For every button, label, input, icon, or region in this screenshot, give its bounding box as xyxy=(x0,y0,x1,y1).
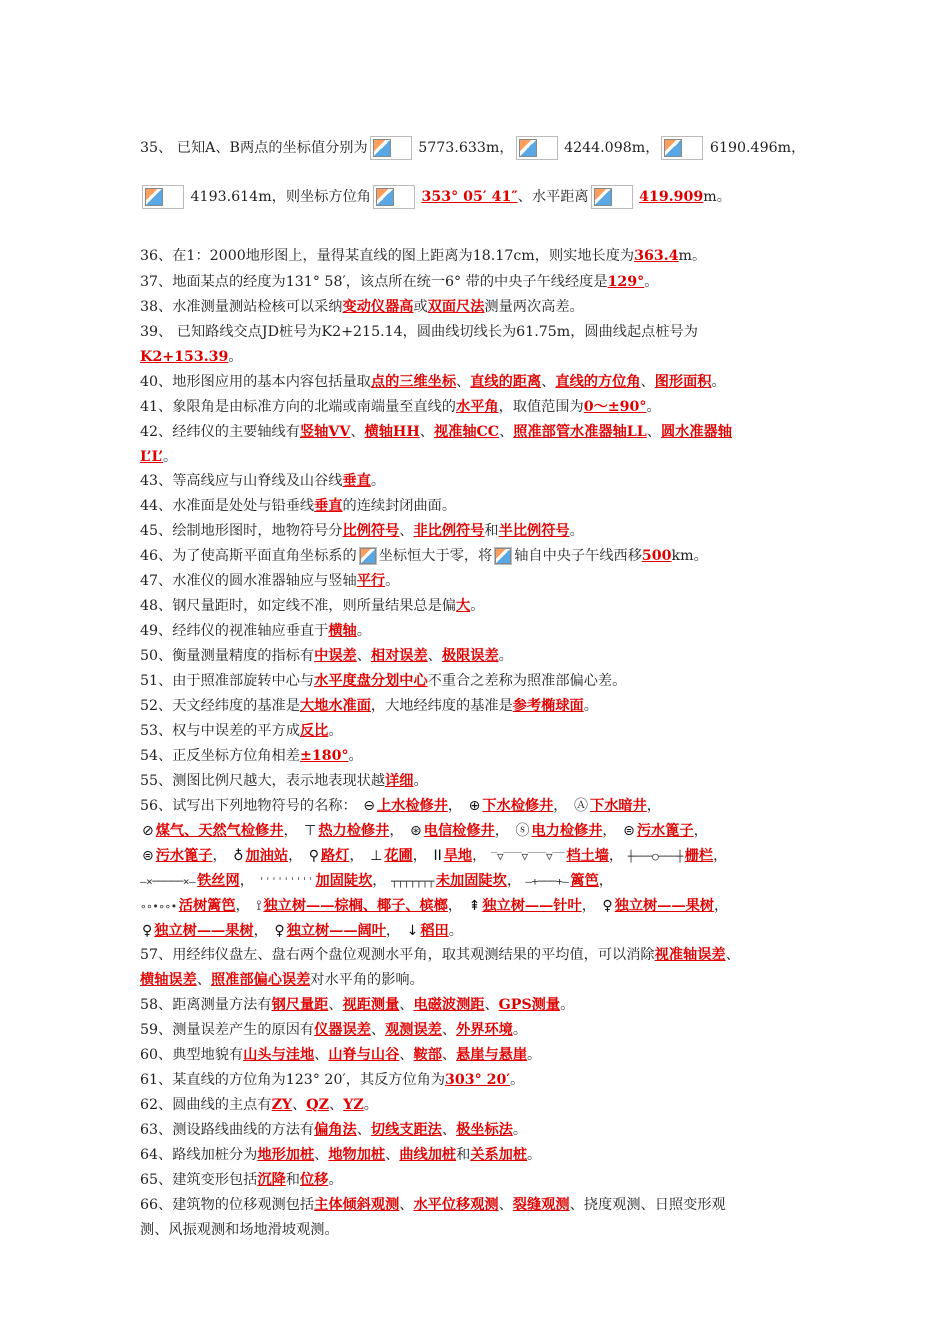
answer: 303° 20′ xyxy=(445,1072,511,1088)
formula-image-icon xyxy=(591,185,633,209)
answer: 129° xyxy=(607,274,645,290)
formula-image-icon xyxy=(370,136,412,160)
gas-station-icon: ♁ xyxy=(233,848,244,864)
answer: 电力检修井 xyxy=(531,823,603,839)
question-47: 47、水准仪的圆水准器轴应与竖轴平行。 xyxy=(140,573,400,589)
fruit-tree-icon: ♀ xyxy=(142,923,153,939)
question-66-line1: 66、建筑物的位移观测包括主体倾斜观测、水平位移观测、裂缝观测、挠度观测、日照变形观 xyxy=(140,1197,726,1213)
answer: 下水暗井 xyxy=(590,798,647,814)
question-46: 46、为了使高斯平面直角坐标系的 坐标恒大于零，将 轴自中央子午线西移500km。 xyxy=(140,548,708,564)
answer: 直线的方位角 xyxy=(555,374,641,390)
question-40: 40、地形图应用的基本内容包括量取点的三维坐标、直线的距离、直线的方位角、图形面积。 xyxy=(140,374,726,390)
answer: 位移 xyxy=(299,1172,329,1188)
answer: 363.4 xyxy=(634,248,679,264)
answer: 污水篦子 xyxy=(155,848,213,864)
answer: 鞍部 xyxy=(413,1047,442,1063)
conifer-tree-icon: ⇞ xyxy=(468,898,481,914)
answer: 独立树——针叶 xyxy=(482,898,582,914)
formula-image-icon xyxy=(359,547,377,565)
answer: 观测误差 xyxy=(385,1022,442,1038)
answer: 铁丝网 xyxy=(197,873,240,889)
answer: 水平位移观测 xyxy=(413,1197,499,1213)
answer: 独立树——阔叶 xyxy=(286,923,386,939)
question-56-row4: –×─────×– 铁丝网， ˈˈˈˈˈˈˈˈˈ 加固陡坎， ┬┬┬┬┬┬┬ 未加固陡坎， –+───+– 篱笆， xyxy=(140,871,613,892)
question-52: 52、天文经纬度的基准是大地水准面，大地经纬度的基准是参考椭球面。 xyxy=(140,698,598,714)
answer: 未加固陡坎 xyxy=(435,873,507,889)
question-35-line2: 4193.614m，则坐标方位角 353° 05′ 41″、水平距离 419.909m。 xyxy=(140,185,731,209)
question-54: 54、正反坐标方位角相差±180°。 xyxy=(140,748,363,764)
answer: 500 xyxy=(641,548,672,564)
answer: 相对误差 xyxy=(370,648,428,664)
question-36: 36、在1：2000地形图上，量得某直线的图上距离为18.17cm，则实地长度为363.4m。 xyxy=(140,248,707,264)
formula-image-icon xyxy=(142,185,184,209)
question-37: 37、地面某点的经度为131° 58′，该点所在统一6° 带的中央子午线经度是129°。 xyxy=(140,274,659,290)
answer: 横轴HH xyxy=(364,424,420,440)
sewer-grate-icon: ⊜ xyxy=(142,848,154,864)
answer: 裂缝观测 xyxy=(512,1197,570,1213)
question-61: 61、某直线的方位角为123° 20′，其反方位角为303° 20′。 xyxy=(140,1072,525,1088)
answer: 档土墙 xyxy=(566,848,609,864)
formula-image-icon xyxy=(494,547,512,565)
palm-tree-icon: ⟟ xyxy=(256,898,262,914)
answer: 比例符号 xyxy=(342,523,400,539)
answer: 水平度盘分划中心 xyxy=(314,673,428,689)
question-50: 50、衡量测量精度的指标有中误差、相对误差、极限误差。 xyxy=(140,648,513,664)
answer: 山脊与山谷 xyxy=(328,1047,400,1063)
answer: 栅栏 xyxy=(684,848,714,864)
answer: 视距测量 xyxy=(342,997,400,1013)
answer: 直线的距离 xyxy=(470,374,542,390)
answer: 篱笆 xyxy=(570,873,599,889)
answer: 横轴误差 xyxy=(140,972,197,988)
answer: 关系加桩 xyxy=(470,1147,528,1163)
sewer-grate-icon: ⊜ xyxy=(623,823,635,839)
answer: 半比例符号 xyxy=(498,523,570,539)
question-42-line1: 42、经纬仪的主要轴线有竖轴VV、横轴HH、视准轴CC、照准部管水准器轴LL、圆水准器轴 xyxy=(140,424,732,440)
answer: 旱地 xyxy=(443,848,473,864)
wire-fence-icon: –×─────×– xyxy=(140,875,196,888)
question-59: 59、测量误差产生的原因有仪器误差、观测误差、外界环境。 xyxy=(140,1022,528,1038)
question-44: 44、水准面是处处与铅垂线垂直的连续封闭曲面。 xyxy=(140,498,457,514)
dry-land-icon: ⅠⅠ xyxy=(433,848,442,864)
question-56-row5: ∘∘•∘∘• 活树篱笆， ⟟ 独立树——棕榈、椰子、槟榔， ⇞ 独立树——针叶， ♀ 独立树——果树， xyxy=(140,896,728,917)
railing-icon: ┼───○───┼ xyxy=(627,850,683,863)
question-56-row3: ⊜ 污水篦子， ♁ 加油站， ⚲ 路灯， ⊥ 花圃， ⅠⅠ 旱地， ‾▽‾‾‾▽‾‾‾▽‾‾ 档土墙， ┼───○───┼ 栅栏， xyxy=(140,846,727,867)
answer: 反比 xyxy=(299,723,329,739)
retaining-wall-icon: ‾▽‾‾‾▽‾‾‾▽‾‾ xyxy=(490,850,565,863)
answer: 参考椭球面 xyxy=(512,698,584,714)
question-60: 60、典型地貌有山头与洼地、山脊与山谷、鞍部、悬崖与悬崖。 xyxy=(140,1047,542,1063)
question-49: 49、经纬仪的视准轴应垂直于横轴。 xyxy=(140,623,371,639)
answer: 加固陡坎 xyxy=(315,873,373,889)
answer: K2+153.39 xyxy=(140,349,229,365)
answer: 下水检修井 xyxy=(482,798,554,814)
reinforced-scarp-icon: ˈˈˈˈˈˈˈˈˈ xyxy=(258,875,314,888)
question-58: 58、距离测量方法有钢尺量距、视距测量、电磁波测距、GPS测量。 xyxy=(140,997,575,1013)
live-hedge-icon: ∘∘•∘∘• xyxy=(140,900,177,913)
question-38: 38、水准测量测站检核可以采纳变动仪器高或双面尺法测量两次高差。 xyxy=(140,299,584,315)
answer: 仪器误差 xyxy=(314,1022,371,1038)
question-56-row2: ⊘ 煤气、天然气检修井， ⊤ 热力检修井， ⊛ 电信检修井， ⓢ 电力检修井， ⊜ 污水篦子， xyxy=(142,823,708,839)
unreinforced-scarp-icon: ┬┬┬┬┬┬┬ xyxy=(391,875,434,888)
answer: 中误差 xyxy=(314,648,357,664)
answer: 偏角法 xyxy=(314,1122,357,1138)
answer: 极限误差 xyxy=(441,648,499,664)
question-53: 53、权与中误差的平方成反比。 xyxy=(140,723,343,739)
answer: 路灯 xyxy=(321,848,350,864)
answer: 稻田 xyxy=(420,923,449,939)
broadleaf-tree-icon: ♀ xyxy=(274,923,285,939)
answer: 极坐标法 xyxy=(456,1122,513,1138)
question-56-row6: ♀ 独立树——果树， ♀ 独立树——阔叶， ↓ 稻田。 xyxy=(142,923,463,939)
heat-manhole-icon: ⊤ xyxy=(304,823,317,839)
question-43: 43、等高线应与山脊线及山谷线垂直。 xyxy=(140,473,386,489)
answer: ZY xyxy=(271,1097,293,1113)
answer: 垂直 xyxy=(314,498,343,514)
answer: 平行 xyxy=(356,573,386,589)
answer: L’L’ xyxy=(140,449,164,465)
answer: 大 xyxy=(456,598,471,614)
answer: 外界环境 xyxy=(456,1022,513,1038)
answer: 0～±90° xyxy=(583,399,647,415)
answer: YZ xyxy=(343,1097,364,1113)
answer: 热力检修井 xyxy=(318,823,390,839)
answer: 横轴 xyxy=(328,623,357,639)
answer: 独立树——棕榈、椰子、槟榔 xyxy=(263,898,448,914)
answer: 照准部管水准器轴LL xyxy=(513,424,647,440)
answer: 竖轴VV xyxy=(299,424,351,440)
water-supply-manhole-icon: ⊖ xyxy=(363,798,375,814)
answer: 大地水准面 xyxy=(299,698,371,714)
question-57-line2: 横轴误差、照准部偏心误差对水平角的影响。 xyxy=(140,972,424,988)
question-66-line2: 测、风振观测和场地滑坡观测。 xyxy=(140,1222,339,1238)
answer: 加油站 xyxy=(245,848,289,864)
answer: QZ xyxy=(306,1097,329,1113)
formula-image-icon xyxy=(373,185,415,209)
answer: 水平角 xyxy=(456,399,499,415)
answer: 419.909 xyxy=(639,189,704,205)
gas-manhole-icon: ⊘ xyxy=(142,823,154,839)
question-63: 63、测设路线曲线的方法有偏角法、切线支距法、极坐标法。 xyxy=(140,1122,528,1138)
power-manhole-icon: ⓢ xyxy=(515,823,530,839)
hedge-fence-icon: –+───+– xyxy=(525,875,569,888)
answer: 圆水准器轴 xyxy=(660,424,732,440)
answer: GPS测量 xyxy=(498,997,561,1013)
answer: 地物加桩 xyxy=(328,1147,386,1163)
answer: 变动仪器高 xyxy=(342,299,414,315)
answer: 图形面积 xyxy=(654,374,712,390)
answer: 点的三维坐标 xyxy=(370,374,457,390)
flower-bed-icon: ⊥ xyxy=(370,848,383,864)
answer: 钢尺量距 xyxy=(271,997,329,1013)
formula-image-icon xyxy=(661,136,703,160)
answer: 切线支距法 xyxy=(370,1122,442,1138)
question-51: 51、由于照准部旋转中心与水平度盘分划中心不重合之差称为照准部偏心差。 xyxy=(140,673,627,689)
answer: 视准轴CC xyxy=(433,424,500,440)
paddy-field-icon: ↓ xyxy=(406,923,419,939)
question-35-line1: 35、 已知A、B两点的坐标值分别为 5773.633m， 4244.098m， 6190.496m， xyxy=(140,136,805,160)
answer: 地形加桩 xyxy=(257,1147,315,1163)
answer: 悬崖与悬崖 xyxy=(456,1047,528,1063)
question-41: 41、象限角是由标准方向的北端或南端量至直线的水平角，取值范围为0～±90°。 xyxy=(140,399,661,415)
question-62: 62、圆曲线的主点有ZY、QZ、YZ。 xyxy=(140,1097,378,1113)
answer: 详细 xyxy=(385,773,414,789)
answer: 非比例符号 xyxy=(413,523,485,539)
question-48: 48、钢尺量距时，如定线不准，则所量结果总是偏大。 xyxy=(140,598,485,614)
question-39-line2: K2+153.39。 xyxy=(140,349,243,365)
telecom-manhole-icon: ⊛ xyxy=(410,823,422,839)
question-45: 45、绘制地形图时，地物符号分比例符号、非比例符号和半比例符号。 xyxy=(140,523,584,539)
answer: ±180° xyxy=(299,748,349,764)
question-42-line2: L’L’。 xyxy=(140,449,178,465)
answer: 353° 05′ 41″ xyxy=(421,189,518,205)
formula-image-icon xyxy=(516,136,558,160)
question-55: 55、测图比例尺越大，表示地表现状越详细。 xyxy=(140,773,428,789)
answer: 曲线加桩 xyxy=(399,1147,457,1163)
answer: 照准部偏心误差 xyxy=(210,972,311,988)
answer: 沉降 xyxy=(257,1172,286,1188)
street-lamp-icon: ⚲ xyxy=(308,848,320,864)
underground-well-icon: Ⓐ xyxy=(574,798,589,814)
answer: 活树篱笆 xyxy=(178,898,236,914)
answer: 电信检修井 xyxy=(423,823,495,839)
answer: 独立树——果树 xyxy=(614,898,714,914)
question-65: 65、建筑变形包括沉降和位移。 xyxy=(140,1172,343,1188)
answer: 上水检修井 xyxy=(376,798,448,814)
fruit-tree-icon: ♀ xyxy=(602,898,613,914)
answer: 双面尺法 xyxy=(427,299,485,315)
answer: 主体倾斜观测 xyxy=(314,1197,400,1213)
answer: 花圃 xyxy=(384,848,413,864)
answer: 污水篦子 xyxy=(636,823,694,839)
answer: 独立树——果树 xyxy=(154,923,254,939)
question-56-row1: 56、试写出下列地物符号的名称： ⊖ 上水检修井， ⊕ 下水检修井， Ⓐ 下水暗井， xyxy=(140,798,661,814)
answer: 山头与洼地 xyxy=(243,1047,315,1063)
answer: 垂直 xyxy=(342,473,371,489)
question-57-line1: 57、用经纬仪盘左、盘右两个盘位观测水平角，取其观测结果的平均值，可以消除视准轴误差、 xyxy=(140,947,740,963)
answer: 煤气、天然气检修井 xyxy=(155,823,284,839)
sewer-manhole-icon: ⊕ xyxy=(468,798,481,814)
question-64: 64、路线加桩分为地形加桩、地物加桩、曲线加桩和关系加桩。 xyxy=(140,1147,542,1163)
answer: 电磁波测距 xyxy=(413,997,485,1013)
answer: 视准轴误差 xyxy=(654,947,726,963)
question-39-line1: 39、 已知路线交点JD桩号为K2+215.14，圆曲线切线长为61.75m，圆曲线起点桩号为 xyxy=(140,324,698,340)
